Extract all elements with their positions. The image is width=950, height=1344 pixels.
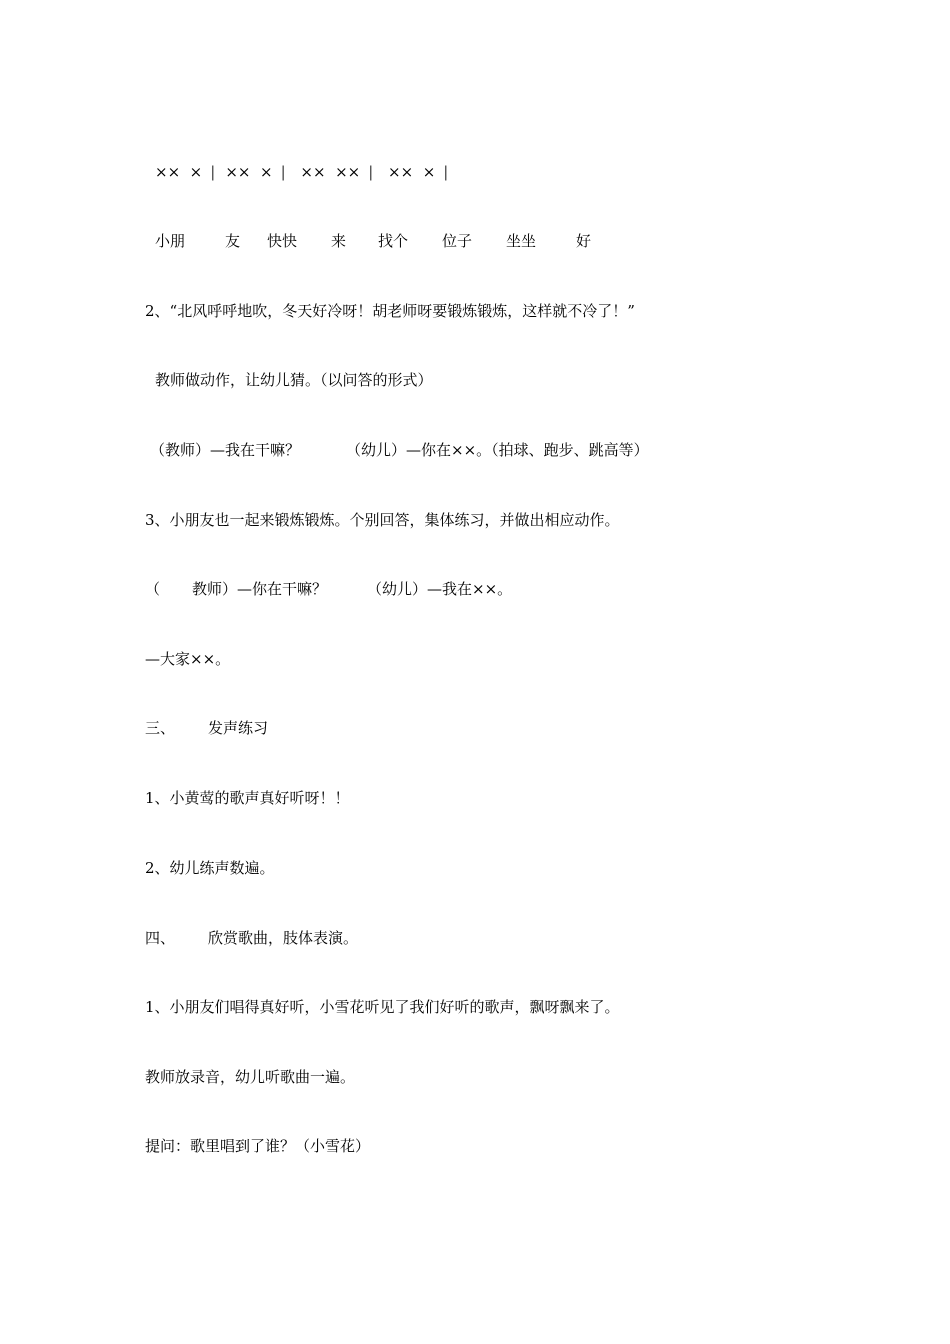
lyric-word: 快快: [267, 232, 298, 250]
lyric-word: 位子: [442, 232, 473, 250]
lyrics-line: [155, 231, 591, 251]
paragraph: —大家××。: [145, 650, 231, 668]
paragraph: 2、幼儿练声数遍。: [145, 859, 275, 877]
section-heading: 发声练习: [208, 719, 269, 737]
dialogue-teacher: 教师）—你在干嘛？: [192, 580, 328, 598]
paragraph: 1、小朋友们唱得真好听，小雪花听见了我们好听的歌声，飘呀飘来了。: [145, 998, 620, 1016]
rhythm-measure-4: ×× ×: [383, 163, 436, 181]
lyric-word: 找个: [378, 232, 409, 250]
barline: |: [368, 163, 374, 181]
lyric-word: 好: [576, 232, 592, 250]
paragraph: 提问：歌里唱到了谁？（小雪花）: [145, 1137, 371, 1155]
barline: |: [443, 163, 449, 181]
paragraph: 教师放录音，幼儿听歌曲一遍。: [145, 1068, 356, 1086]
dialogue-teacher: （教师）—我在干嘛？: [150, 441, 301, 459]
lyric-word: 来: [331, 232, 347, 250]
lyric-word: 友: [225, 232, 241, 250]
paragraph: 1、小黄莺的歌声真好听呀！！: [145, 789, 350, 807]
rhythm-notation: [155, 162, 458, 182]
rhythm-measure-2: ×× ×: [225, 163, 273, 181]
paragraph: 3、小朋友也一起来锻炼锻炼。个别回答，集体练习，并做出相应动作。: [145, 511, 620, 529]
paragraph: 2、“北风呼呼地吹，冬天好冷呀！胡老师呀要锻炼锻炼，这样就不冷了！”: [145, 302, 635, 320]
paragraph: 教师做动作，让幼儿猜。（以问答的形式）: [155, 371, 433, 389]
barline: |: [280, 163, 286, 181]
section-number: 四、: [145, 929, 176, 947]
dialogue-child: （幼儿）—我在××。: [367, 580, 513, 598]
dialogue-child: （幼儿）—你在××。（拍球、跑步、跳高等）: [346, 441, 649, 459]
dialogue-open-paren: （: [145, 580, 161, 598]
lyric-word: 坐坐: [506, 232, 537, 250]
section-number: 三、: [145, 719, 176, 737]
barline: |: [210, 163, 216, 181]
lyric-word: 小朋: [155, 232, 186, 250]
rhythm-measure-1: ×× ×: [155, 163, 203, 181]
rhythm-measure-3: ×× ××: [295, 163, 361, 181]
section-heading: 欣赏歌曲，肢体表演。: [208, 929, 359, 947]
